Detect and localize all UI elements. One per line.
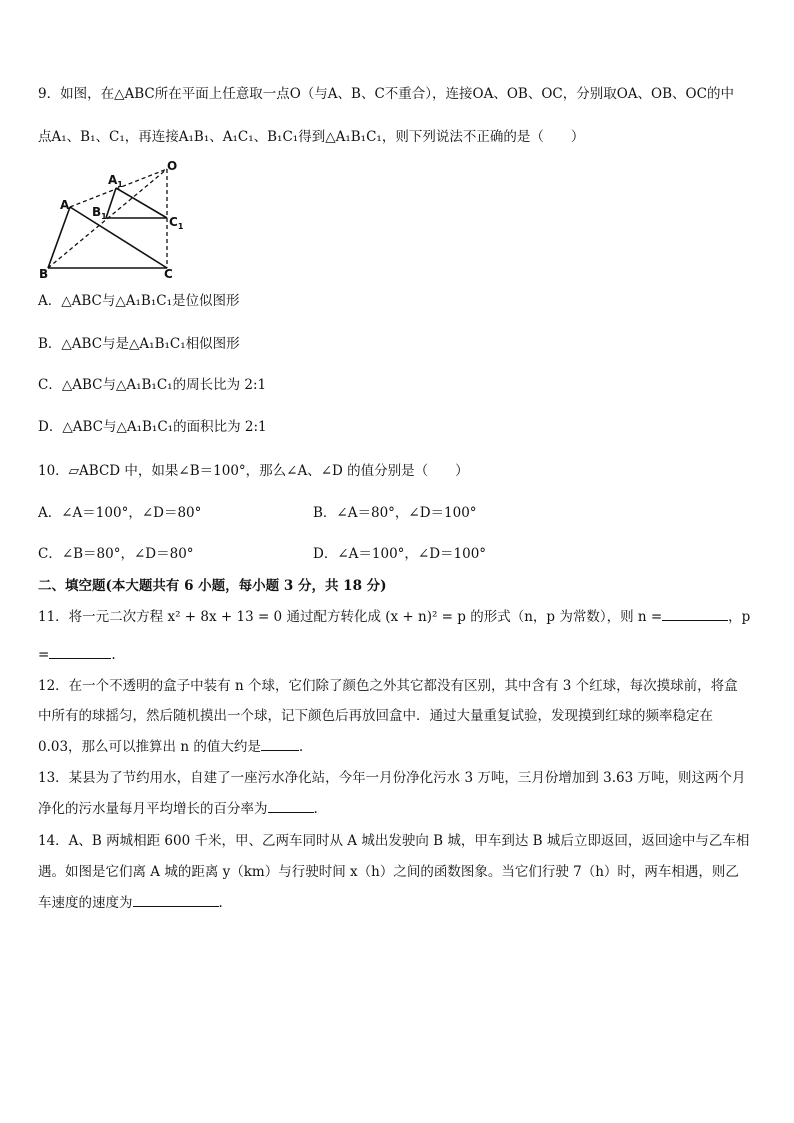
q11-line2: [38, 645, 116, 665]
q14-answer-blank[interactable]: [133, 894, 219, 907]
q13-line2: [38, 799, 318, 819]
q11-line1-tail: ，p: [728, 609, 751, 625]
label-A: A: [60, 198, 70, 212]
q9-option-b: B．△ABC与是△A₁B₁C₁相似图形: [38, 336, 240, 352]
q11-line1: [38, 607, 750, 627]
q12-line2: 中所有的球摇匀，然后随机摸出一个球，记下颜色后再放回盒中．通过大量重复试验，发现摸到红球的频率稳定在: [38, 708, 713, 724]
q12-line3-text: 0.03，那么可以推算出 n 的值大约是: [38, 739, 261, 755]
q12-line1: 12．在一个不透明的盒子中装有 n 个球，它们除了颜色之外其它都没有区别，其中含有 3 个红球，每次摸球前，将盒: [38, 678, 738, 694]
q9-figure: [36, 160, 186, 280]
q12-line3: [38, 737, 303, 757]
segment-A1C1: [116, 188, 167, 218]
label-O: O: [167, 160, 178, 173]
q13-line2-period: .: [313, 801, 318, 817]
q13-line2-text: 净化的污水量每月平均增长的百分率为: [38, 801, 268, 817]
q12-line3-period: .: [298, 739, 304, 755]
q13-line1: 13．某县为了节约用水，自建了一座污水净化站，今年一月份净化污水 3 万吨，三月份增加到 3.63 万吨，则这两个月: [38, 770, 746, 786]
q10-option-b: B．∠A＝80°，∠D＝100°: [313, 505, 477, 521]
q11-line2-period: .: [111, 647, 116, 663]
q14-line1: 14．A、B 两城相距 600 千米，甲、乙两车同时从 A 城出发驶向 B 城，甲车到达 B 城后立即返回，返回途中与乙车相: [38, 833, 750, 849]
label-B1: $B_1$: [92, 205, 107, 221]
q11-answer-blank-n[interactable]: [662, 608, 728, 621]
q9-stem-line1: 9．如图，在△ABC所在平面上任意取一点O（与A、B、C不重合），连接OA、OB、OC，分别取OA、OB、OC的中: [38, 86, 734, 102]
q9-stem-line2: 点A₁、B₁、C₁，再连接A₁B₁、A₁C₁、B₁C₁得到△A₁B₁C₁，则下列说法不正确的是（ ）: [38, 129, 585, 145]
q10-stem: 10．▱ABCD 中，如果∠B＝100°，那么∠A、∠D 的值分别是（ ）: [38, 463, 469, 479]
q10-option-a: A．∠A＝100°，∠D＝80°: [38, 505, 202, 521]
q14-line2: 遇。如图是它们离 A 城的距离 y（km）与行驶时间 x（h）之间的函数图象。当它们行驶 7（h）时，两车相遇，则乙: [38, 864, 739, 880]
q14-line3-text: 车速度的速度为: [38, 895, 133, 911]
label-A1: $A_1$: [108, 173, 123, 189]
q10-option-d: D．∠A＝100°，∠D＝100°: [313, 546, 487, 562]
label-C1: $C_1$: [169, 215, 184, 231]
q14-line3-period: .: [218, 895, 223, 911]
segment-AC: [70, 207, 167, 268]
q9-option-a: A．△ABC与△A₁B₁C₁是位似图形: [38, 293, 240, 309]
q12-answer-blank[interactable]: [261, 738, 299, 751]
label-C: C: [164, 267, 173, 280]
label-B: B: [39, 267, 49, 280]
q9-option-c: C．△ABC与△A₁B₁C₁的周长比为 2:1: [38, 377, 267, 393]
q14-line3: [38, 893, 223, 913]
q10-option-c: C．∠B＝80°，∠D＝80°: [38, 546, 194, 562]
q9-option-d: D．△ABC与△A₁B₁C₁的面积比为 2:1: [38, 419, 267, 435]
q11-line1-text: 11．将一元二次方程 x² + 8x + 13 = 0 通过配方转化成 (x + n)² = p 的形式（n，p 为常数），则 n =: [38, 609, 663, 625]
q11-answer-blank-p[interactable]: [49, 646, 111, 659]
section-2-heading: 二、填空题(本大题共有 6 小题，每小题 3 分，共 18 分): [38, 578, 387, 594]
q11-line2-eq: =: [38, 647, 50, 663]
q13-answer-blank[interactable]: [268, 800, 314, 813]
